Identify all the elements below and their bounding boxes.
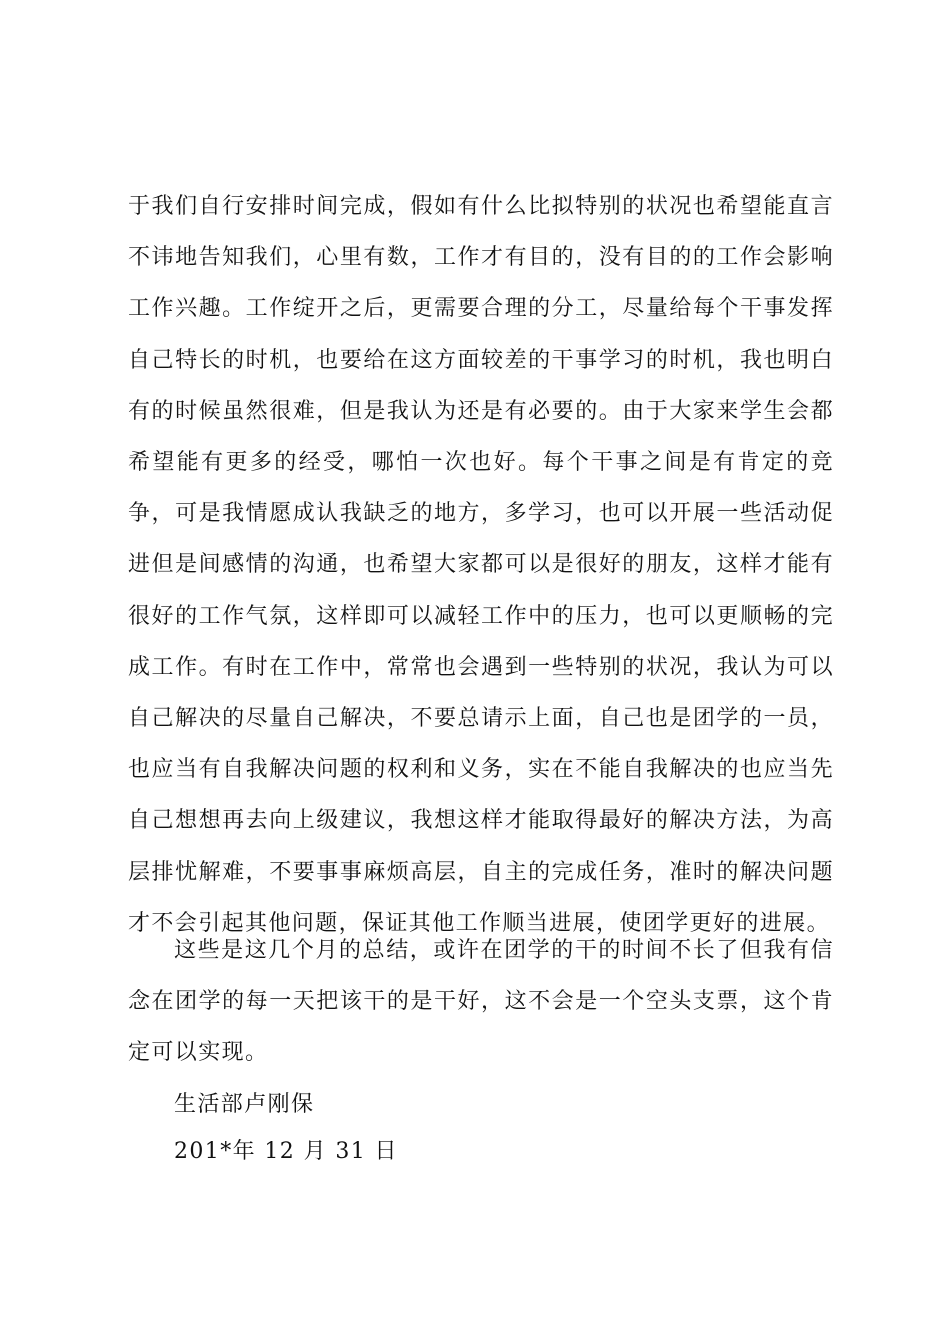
document-date: 201*年 12 月 31 日 bbox=[174, 1139, 398, 1164]
body-paragraph: 于我们自行安排时间完成，假如有什么比拟特别的状况也希望能直言不讳地告知我们，心里有数，工作才有目的，没有目的的工作会影响工作兴趣。工作绽开之后，更需要合理的分工，尽量给每个干事发挥自己特长的时机，也要给在这方面较差的干事学习的时机，我也明白有的时候虽然很难，但是我认为还是有必要的。由于大家来学生会都希望能有更多的经受，哪怕一次也好。每个干事之间是有肯定的竞争，可是我情愿成认我缺乏的地方，多学习，也可以开展一些活动促进但是间感情的沟通，也希望大家都可以是很好的朋友，这样才能有很好的工作气氛，这样即可以减轻工作中的压力，也可以更顺畅的完成工作。有时在工作中，常常也会遇到一些特别的状况，我认为可以自己解决的尽量自己解决，不要总请示上面，自己也是团学的一员，也应当有自我解决问题的权利和义务，实在不能自我解决的也应当先自己想想再去向上级建议，我想这样才能取得最好的解决方法，为高层排忧解难，不要事事麻烦高层，自主的完成任务，准时的解决问题才不会引起其他问题，保证其他工作顺当进展，使团学更好的进展。 bbox=[128, 194, 834, 936]
closing-paragraph: 这些是这几个月的总结，或许在团学的干的时间不长了但我有信念在团学的每一天把该干的是干好，这不会是一个空头支票，这个肯定可以实现。 bbox=[128, 938, 834, 1066]
signature: 生活部卢刚保 bbox=[174, 1092, 315, 1117]
